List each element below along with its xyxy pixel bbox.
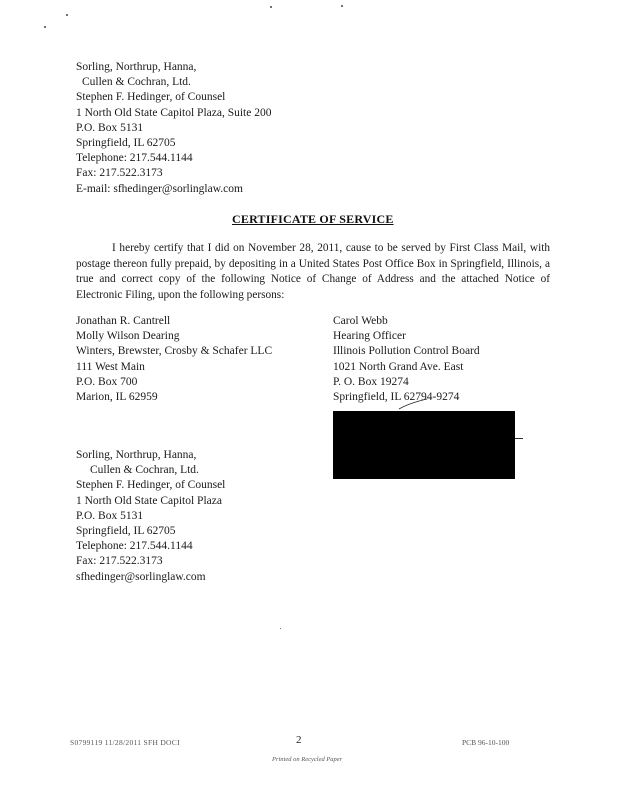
recipient-line: Winters, Brewster, Crosby & Schafer LLC — [76, 345, 273, 358]
scan-speck — [280, 628, 281, 629]
certificate-heading: CERTIFICATE OF SERVICE — [232, 212, 394, 226]
scan-speck — [44, 26, 46, 28]
address-line: Fax: 217.522.3173 — [76, 167, 163, 180]
recipient-line: P.O. Box 700 — [76, 375, 138, 388]
recipient-line: P. O. Box 19274 — [333, 375, 409, 388]
address-line: P.O. Box 5131 — [76, 121, 144, 134]
redacted-signature — [333, 411, 515, 479]
signature-line: Fax: 217.522.3173 — [76, 555, 163, 568]
address-line: Cullen & Cochran, Ltd. — [82, 76, 191, 89]
address-line: Springfield, IL 62705 — [76, 136, 176, 149]
signature-line: P.O. Box 5131 — [76, 509, 144, 522]
signature-line: 1 North Old State Capitol Plaza — [76, 494, 222, 507]
recipient-line: Hearing Officer — [333, 330, 406, 343]
certificate-paragraph-text: I hereby certify that I did on November 28, 2011, cause to be served by First Class Mail, with postage thereon fully prepaid, by depositing in a United States Post Office Box in Springfield, Illinois, a true and correct copy of the following Notice of Change of Address and the attached Notice of Electronic Filing, upon the following persons: — [76, 242, 550, 301]
recipient-line: Carol Webb — [333, 315, 388, 327]
footer-case-number: PCB 96-10-100 — [462, 738, 510, 747]
address-line: Stephen F. Hedinger, of Counsel — [76, 91, 226, 104]
top-address-block — [76, 60, 271, 197]
signature-address-block — [76, 448, 225, 585]
certificate-paragraph — [76, 241, 550, 303]
address-line: 1 North Old State Capitol Plaza, Suite 200 — [76, 106, 272, 119]
scan-speck — [270, 6, 272, 8]
signature-line: sfhedinger@sorlinglaw.com — [76, 570, 206, 583]
recycled-paper-note: Printed on Recycled Paper — [272, 756, 343, 763]
scan-speck — [341, 5, 343, 7]
recipient-left-block — [76, 314, 272, 405]
page-number: 2 — [296, 734, 302, 746]
scan-speck — [66, 14, 68, 16]
recipient-line: Springfield, IL 62794-9274 — [333, 390, 460, 403]
signature-line: Sorling, Northrup, Hanna, — [76, 449, 197, 461]
recipient-line: Marion, IL 62959 — [76, 390, 158, 403]
footer-document-code: S0799119 11/28/2011 SFH DOCI — [70, 738, 180, 747]
redaction-mark — [515, 438, 523, 439]
signature-line: Springfield, IL 62705 — [76, 524, 176, 537]
recipient-line: Molly Wilson Dearing — [76, 330, 180, 343]
address-line: Telephone: 217.544.1144 — [76, 152, 193, 165]
address-line: E-mail: sfhedinger@sorlinglaw.com — [76, 182, 243, 195]
recipient-line: 1021 North Grand Ave. East — [333, 360, 464, 373]
signature-line: Cullen & Cochran, Ltd. — [90, 464, 199, 477]
recipient-right-block — [333, 314, 480, 405]
recipient-line: Illinois Pollution Control Board — [333, 345, 480, 358]
signature-line: Telephone: 217.544.1144 — [76, 540, 193, 553]
recipient-line: Jonathan R. Cantrell — [76, 315, 171, 327]
address-line: Sorling, Northrup, Hanna, — [76, 61, 197, 73]
signature-line: Stephen F. Hedinger, of Counsel — [76, 479, 226, 492]
signature-stroke — [398, 398, 428, 410]
recipient-line: 111 West Main — [76, 360, 145, 373]
